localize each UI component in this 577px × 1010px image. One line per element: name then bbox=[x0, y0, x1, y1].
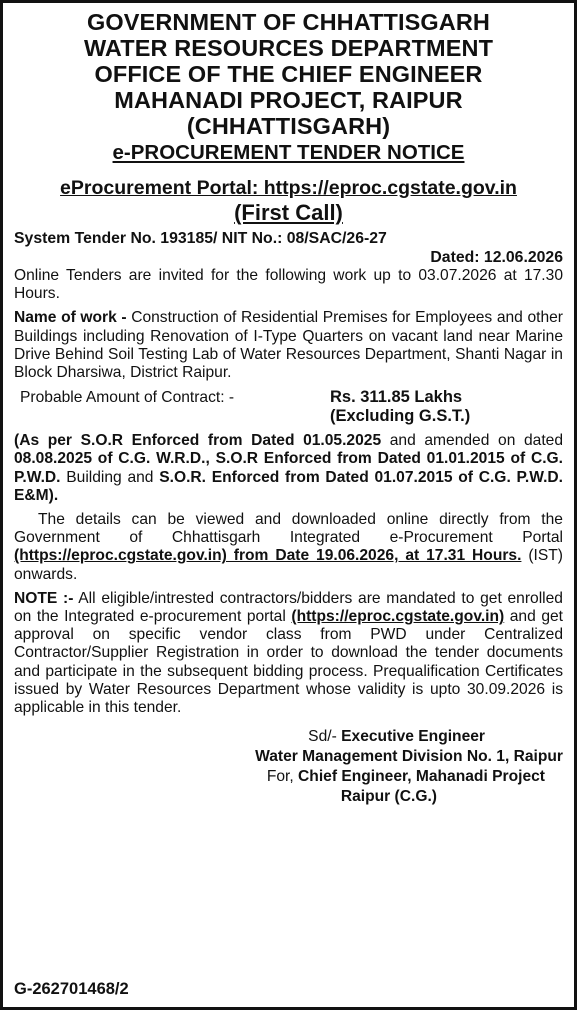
header-block bbox=[14, 9, 563, 139]
call-label: (First Call) bbox=[234, 200, 343, 225]
signature-line-3 bbox=[14, 767, 563, 787]
header-state: (CHHATTISGARH) bbox=[186, 113, 391, 139]
notice-title: e-PROCUREMENT TENDER NOTICE bbox=[112, 141, 465, 164]
amount-gst-note: (Excluding G.S.T.) bbox=[330, 407, 471, 426]
amount-value-block bbox=[330, 388, 470, 426]
sor-paragraph bbox=[14, 432, 563, 505]
header-department: WATER RESOURCES DEPARTMENT bbox=[83, 35, 494, 61]
signature-for-text: Chief Engineer, Mahanadi Project bbox=[298, 768, 545, 786]
signature-block bbox=[14, 727, 563, 807]
note-text-1: All eligible/intrested contractors/bidders are mandated to get enrolled on the Integrated e-procurement portal bbox=[14, 589, 563, 626]
note-text-2: and get approval on specific vendor class from PWD under Centralized Contractor/Supplier Registration in order to download the tender documents and participate in the subsequent bidding process. Prequalification Certificates issued by Water Resources Department whose validity is upto 30.09.2026 is applicable in this tender. bbox=[14, 608, 563, 717]
details-text: The details can be viewed and downloaded online directly from the Government of Chhattisgarh Integrated e-Procurement Portal bbox=[14, 511, 563, 547]
signature-designation: Executive Engineer bbox=[341, 728, 485, 746]
sor-part-3: 08.08.2025 of C.G. W.R.D., S.O.R Enforced from Dated 01.01.2015 of C.G. P.W.D. bbox=[14, 450, 563, 486]
note-paragraph bbox=[14, 590, 563, 717]
signature-line-1 bbox=[14, 727, 563, 747]
note-portal-link[interactable]: (https://eproc.cgstate.gov.in) bbox=[291, 608, 505, 626]
signature-sd: Sd/- bbox=[308, 728, 337, 746]
details-tail: (IST) onwards. bbox=[14, 547, 563, 583]
amount-label: Probable Amount of Contract: - bbox=[20, 389, 235, 407]
details-paragraph bbox=[14, 511, 563, 584]
sor-part-1: (As per S.O.R Enforced from Dated 01.05.2025 bbox=[14, 432, 382, 450]
signature-place: Raipur (C.G.) bbox=[340, 788, 437, 806]
tender-number: System Tender No. 193185/ NIT No.: 08/SAC/26-27 bbox=[14, 230, 387, 247]
header-office: OFFICE OF THE CHIEF ENGINEER bbox=[94, 61, 483, 87]
header-government: GOVERNMENT OF CHHATTISGARH bbox=[87, 9, 490, 35]
invite-text: Online Tenders are invited for the following work up to 03.07.2026 at 17.30 Hours. bbox=[14, 267, 563, 303]
tender-date: Dated: 12.06.2026 bbox=[430, 249, 563, 266]
amount-value: Rs. 311.85 Lakhs bbox=[330, 388, 463, 407]
reference-number: G-262701468/2 bbox=[14, 980, 129, 998]
signature-for-prefix: For, bbox=[266, 768, 294, 786]
sor-part-2: and amended on dated bbox=[381, 432, 563, 450]
header-project: MAHANADI PROJECT, RAIPUR bbox=[114, 87, 463, 113]
note-label: NOTE :- bbox=[14, 589, 74, 607]
sor-part-5: S.O.R. Enforced from Dated 01.07.2015 of C.G. P.W.D. E&M). bbox=[14, 468, 564, 504]
details-link[interactable]: (https://eproc.cgstate.gov.in) from Date 19.06.2026, at 17.31 Hours. bbox=[14, 547, 522, 565]
work-paragraph bbox=[14, 309, 563, 382]
work-text: Construction of Residential Premises for Employees and other Buildings including Renovation of I-Type Quarters on vacant land near Marine Drive Behind Soil Testing Lab of Water Resources Department, Shanti Nagar in Block Dharsiwa, District Raipur. bbox=[14, 309, 563, 382]
portal-line: eProcurement Portal: https://eproc.cgstate.gov.in bbox=[60, 177, 517, 199]
sor-part-4: Building and bbox=[60, 468, 160, 486]
signature-division: Water Management Division No. 1, Raipur bbox=[255, 748, 563, 766]
amount-row bbox=[14, 388, 563, 426]
work-label: Name of work - bbox=[14, 309, 127, 327]
